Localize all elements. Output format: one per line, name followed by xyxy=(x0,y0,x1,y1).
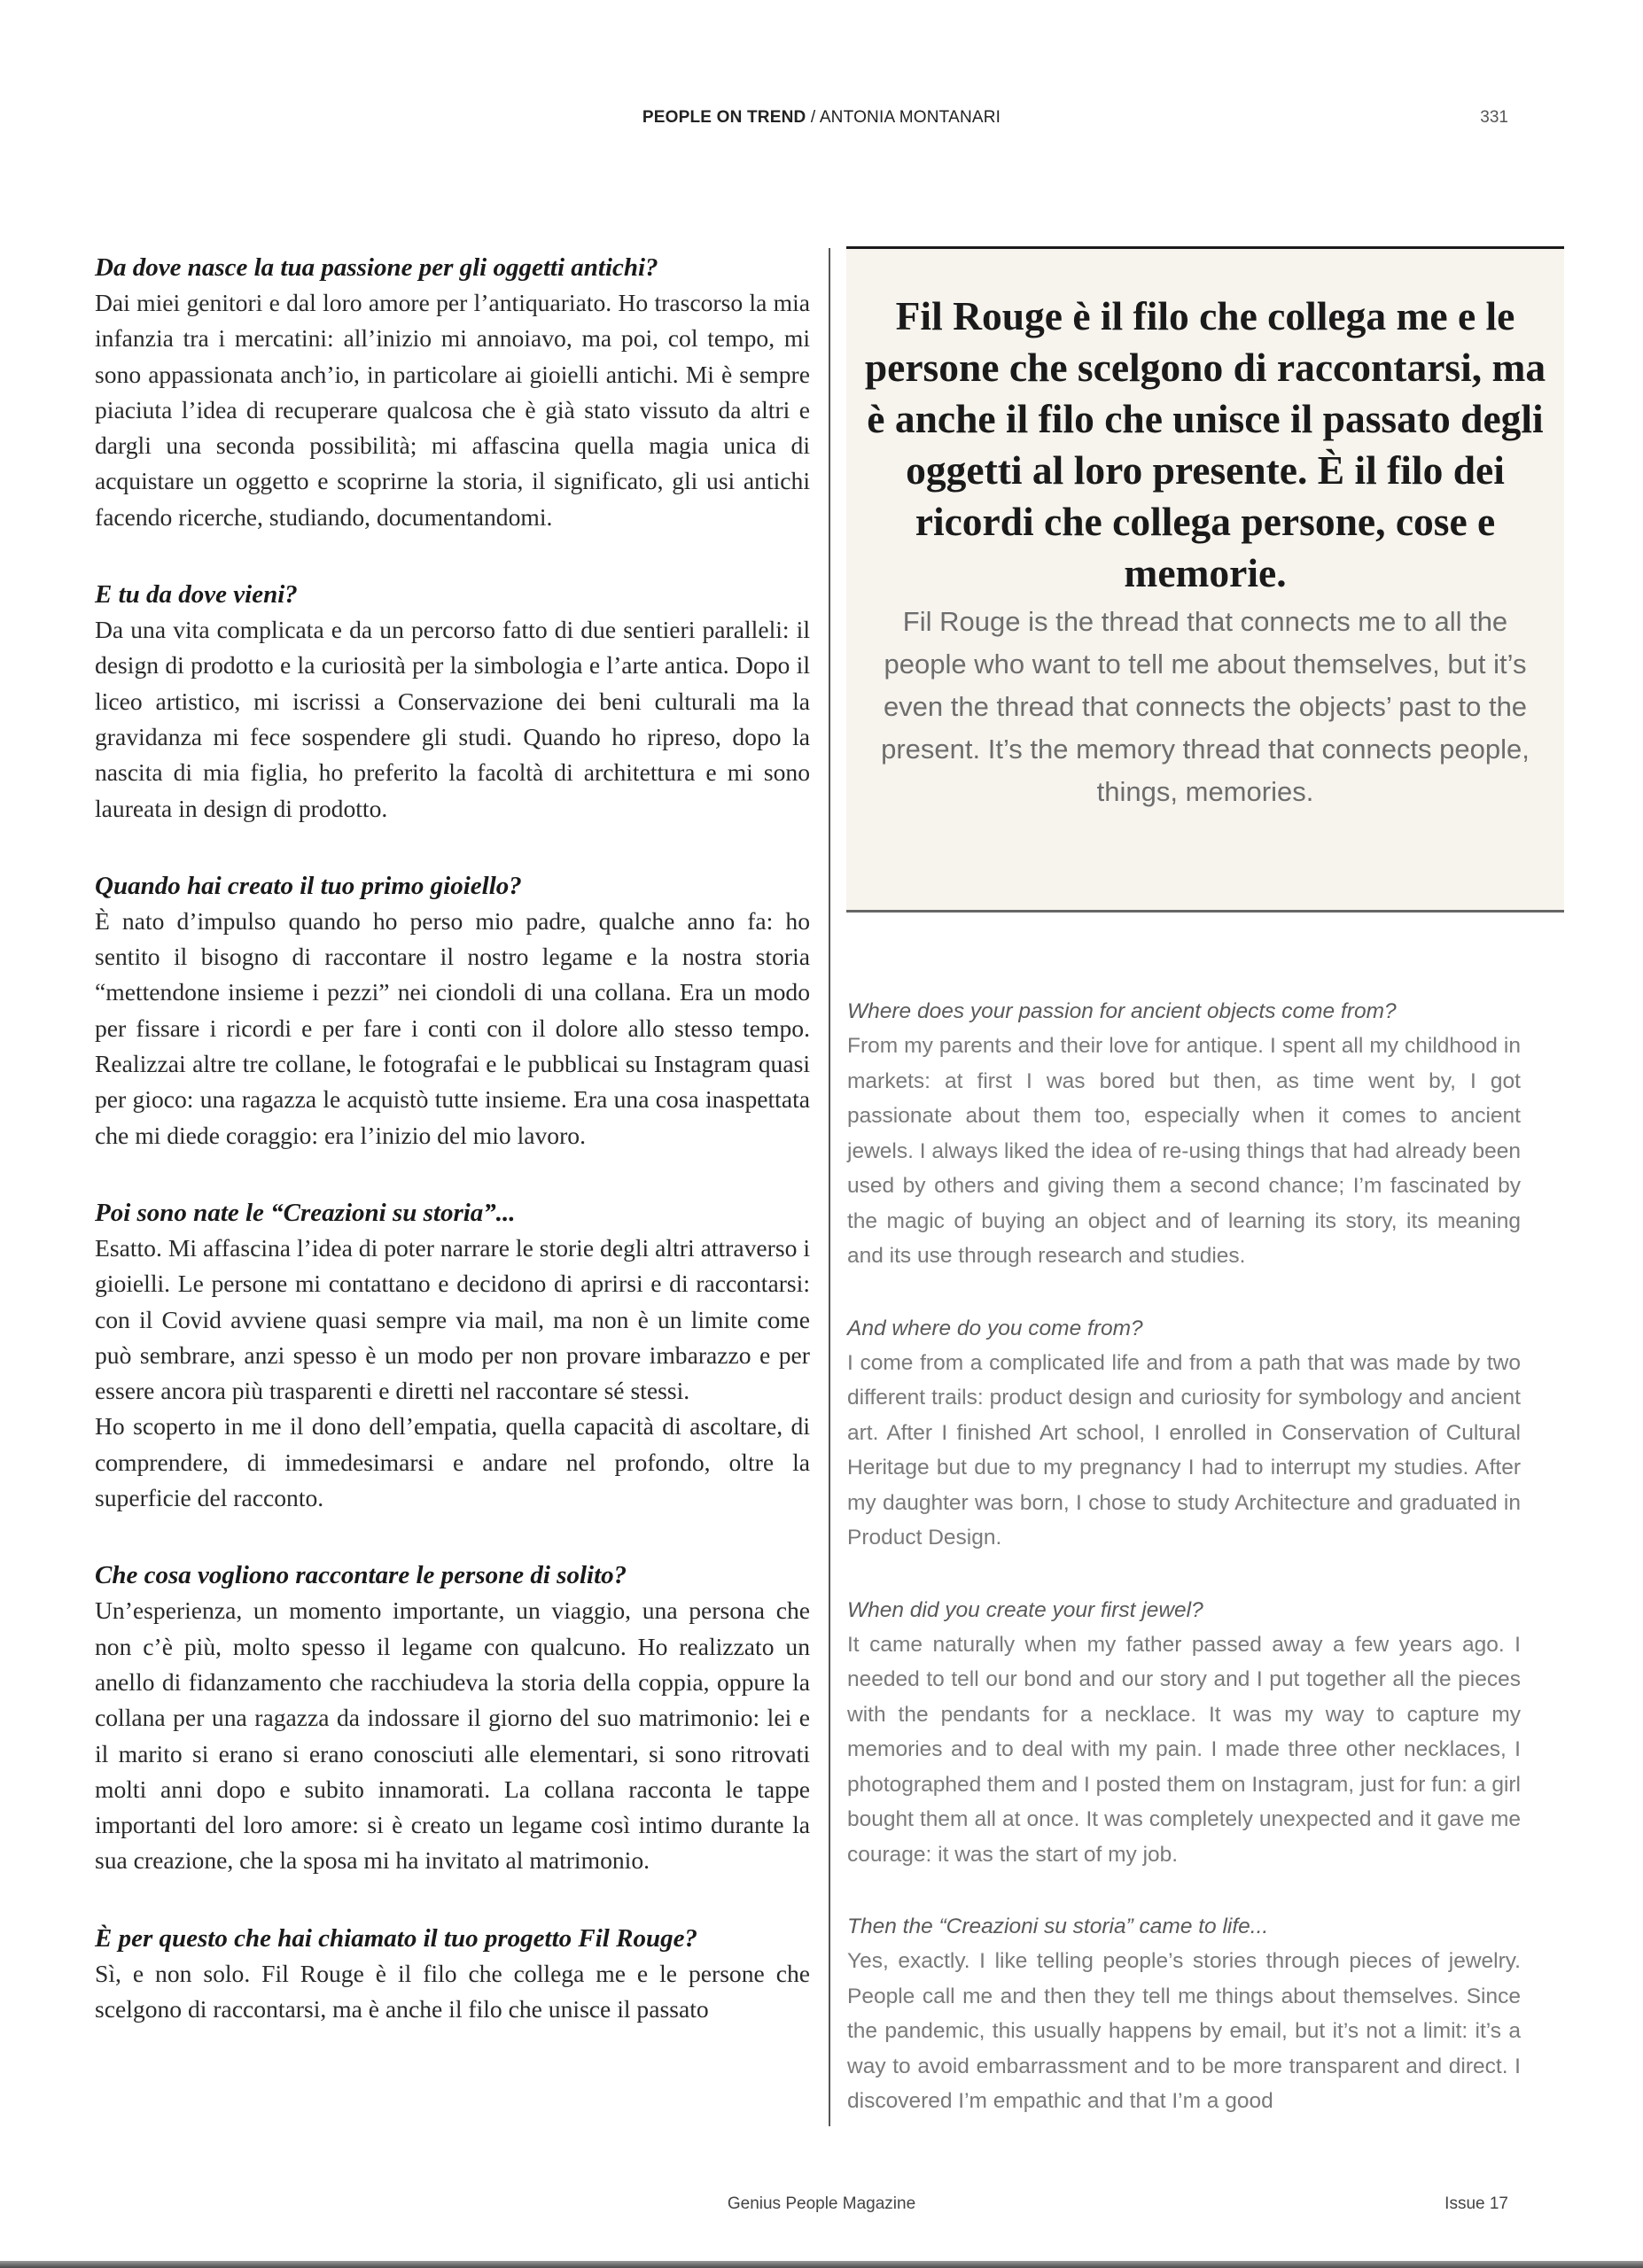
answer-continued: Ho scoperto in me il dono dell’empatia, quella capacità di ascoltare, di comprendere, di immedesimarsi e andare nel profondo, oltre la superficie del racconto. xyxy=(95,1412,810,1512)
answer: I come from a complicated life and from a path that was made by two different trails: product design and curiosity for symbology and ancient art. After I finished Art school, I enrolled in Conservation of Cultural Heritage but due to my pregnancy I had to interrupt my studies. After my daughter was born, I chose to study Architecture and graduated in Product Design. xyxy=(847,1350,1521,1550)
qa-block xyxy=(847,995,1521,1274)
section-name: PEOPLE ON TREND xyxy=(642,108,806,127)
answer: From my parents and their love for antique. I spent all my childhood in markets: at first I was bored but then, as time went by, I got passionate about them too, especially when it comes to ancient jewels. I always liked the idea of re-using things that had already been used by others and giving them a second chance; I’m fascinated by the magic of buying an object and of learning its story, its meaning and its use through research and studies. xyxy=(847,1034,1521,1268)
page-number: 331 xyxy=(1480,108,1508,127)
qa-block xyxy=(847,1594,1521,1873)
pull-quote-english: Fil Rouge is the thread that connects me to all the people who want to tell me about themselves, but it’s even the thread that connects the objects’ past to the present. It’s the memory thread that connects people, things, memories. xyxy=(881,606,1530,807)
answer: È nato d’impulso quando ho perso mio padre, qualche anno fa: ho sentito il bisogno di raccontare il nostro legame e la nostra storia “mettendone insieme i pezzi” nei ciondoli di una collana. Era un modo per fissare i ricordi e per fare i conti con il dolore allo stesso tempo. Realizzai altre tre collane, le fotografai e le pubblicai su Instagram quasi per gioco: una ragazza le acquistò tutte insieme. Era una cosa inaspettata che mi diede coraggio: era l’inizio del mio lavoro. xyxy=(95,906,810,1149)
qa-block xyxy=(847,1910,1521,2119)
question: Where does your passion for ancient objects come from? xyxy=(847,999,1397,1023)
answer: Un’esperienza, un momento importante, un viaggio, una persona che non c’è più, molto spesso il legame con qualcuno. Ho realizzato un anello di fidanzamento che racchiudeva la storia della coppia, oppure la collana per una ragazza da indossare il giorno del suo matrimonio: lei e il marito si erano si erano conosciuti alle elementari, si sono ritrovati molti anni dopo e subito innamorati. La collana racconta le tappe importanti del loro amore: si è creato un legame così intimo durante la sua creazione, che la sposa mi ha invitato al matrimonio. xyxy=(95,1596,810,1875)
qa-block xyxy=(95,1921,810,2028)
question: E tu da dove vieni? xyxy=(95,580,298,610)
running-header xyxy=(0,108,1643,128)
qa-block xyxy=(847,1312,1521,1556)
question: Then the “Creazioni su storia” came to life... xyxy=(847,1915,1269,1938)
english-column xyxy=(847,995,1521,2157)
qa-block xyxy=(95,868,810,1153)
column-divider xyxy=(829,248,830,2126)
answer: Esatto. Mi affascina l’idea di poter narrare le storie degli altri attraverso i gioielli. Le persone mi contattano e decidono di aprirsi e di raccontarsi: con il Covid avviene quasi sempre via mail, ma non è un limite come può sembrare, anzi spesso è un modo per non provare imbarazzo e per essere ancora più trasparenti e diretti nel raccontare sé stessi. xyxy=(95,1233,810,1405)
footer-magazine-title: Genius People Magazine xyxy=(727,2194,916,2213)
answer: Yes, exactly. I like telling people’s stories through pieces of jewelry. People call me and then they tell me things about themselves. Since the pandemic, this usually happens by email, but it’s not a limit: it’s a way to avoid embarrassment and to be more transparent and direct. I discovered I’m empathic and that I’m a good xyxy=(847,1949,1521,2113)
question: È per questo che hai chiamato il tuo progetto Fil Rouge? xyxy=(95,1923,697,1953)
answer: Dai miei genitori e dal loro amore per l’antiquariato. Ho trascorso la mia infanzia tra i mercatini: all’inizio mi annoiavo, ma poi, col tempo, mi sono appassionata anch’io, in particolare ai gioielli antichi. Mi è sempre piaciuta l’idea di recuperare qualcosa che è già stato vissuto da altri e dargli una seconda possibilità; mi affascina quella magia unica di acquistare un oggetto e scoprirne la storia, il significato, gli usi antichi facendo ricerche, studiando, documentandomi. xyxy=(95,289,810,531)
footer-issue-number: Issue 17 xyxy=(1444,2194,1508,2213)
question: Che cosa vogliono raccontare le persone di solito? xyxy=(95,1561,627,1590)
qa-block xyxy=(95,250,810,535)
italian-column xyxy=(95,250,810,2069)
qa-block xyxy=(95,577,810,827)
subject-name: ANTONIA MONTANARI xyxy=(819,108,1001,127)
answer: Da una vita complicata e da un percorso fatto di due sentieri paralleli: il design di prodotto e la curiosità per la simbologia e l’arte antica. Dopo il liceo artistico, mi iscrissi a Conservazione dei beni culturali ma la gravidanza mi fece sospendere gli studi. Quando ho ripreso, dopo la nascita di mia figlia, ho preferito la facoltà di architettura e mi sono laureata in design di prodotto. xyxy=(95,616,810,822)
answer: Sì, e non solo. Fil Rouge è il filo che collega me e le persone che scelgono di raccontarsi, ma è anche il filo che unisce il passato xyxy=(95,1959,810,2023)
qa-block xyxy=(95,1557,810,1878)
question: And where do you come from? xyxy=(847,1316,1143,1340)
question: When did you create your first jewel? xyxy=(847,1597,1203,1622)
question: Quando hai creato il tuo primo gioiello? xyxy=(95,871,522,900)
question: Poi sono nate le “Creazioni su storia”... xyxy=(95,1198,516,1227)
header-separator: / xyxy=(806,108,820,127)
pull-quote-italian: Fil Rouge è il filo che collega me e le persone che scelgono di raccontarsi, ma è anche il filo che unisce il passato degli oggetti al loro presente. È il filo dei ricordi che collega persone, cose e memorie. xyxy=(864,293,1546,595)
pull-quote-box xyxy=(846,246,1564,913)
scan-edge-shadow xyxy=(0,2261,1643,2268)
answer: It came naturally when my father passed away a few years ago. I needed to tell our bond and our story and I put together all the pieces with the pendants for a necklace. It was my way to capture my memories and to deal with my pain. I made three other necklaces, I photographed them and I posted them on Instagram, just for fun: a girl bought them all at once. It was completely unexpected and it gave me courage: it was the start of my job. xyxy=(847,1632,1521,1867)
qa-block xyxy=(95,1195,810,1516)
question: Da dove nasce la tua passione per gli oggetti antichi? xyxy=(95,253,658,282)
